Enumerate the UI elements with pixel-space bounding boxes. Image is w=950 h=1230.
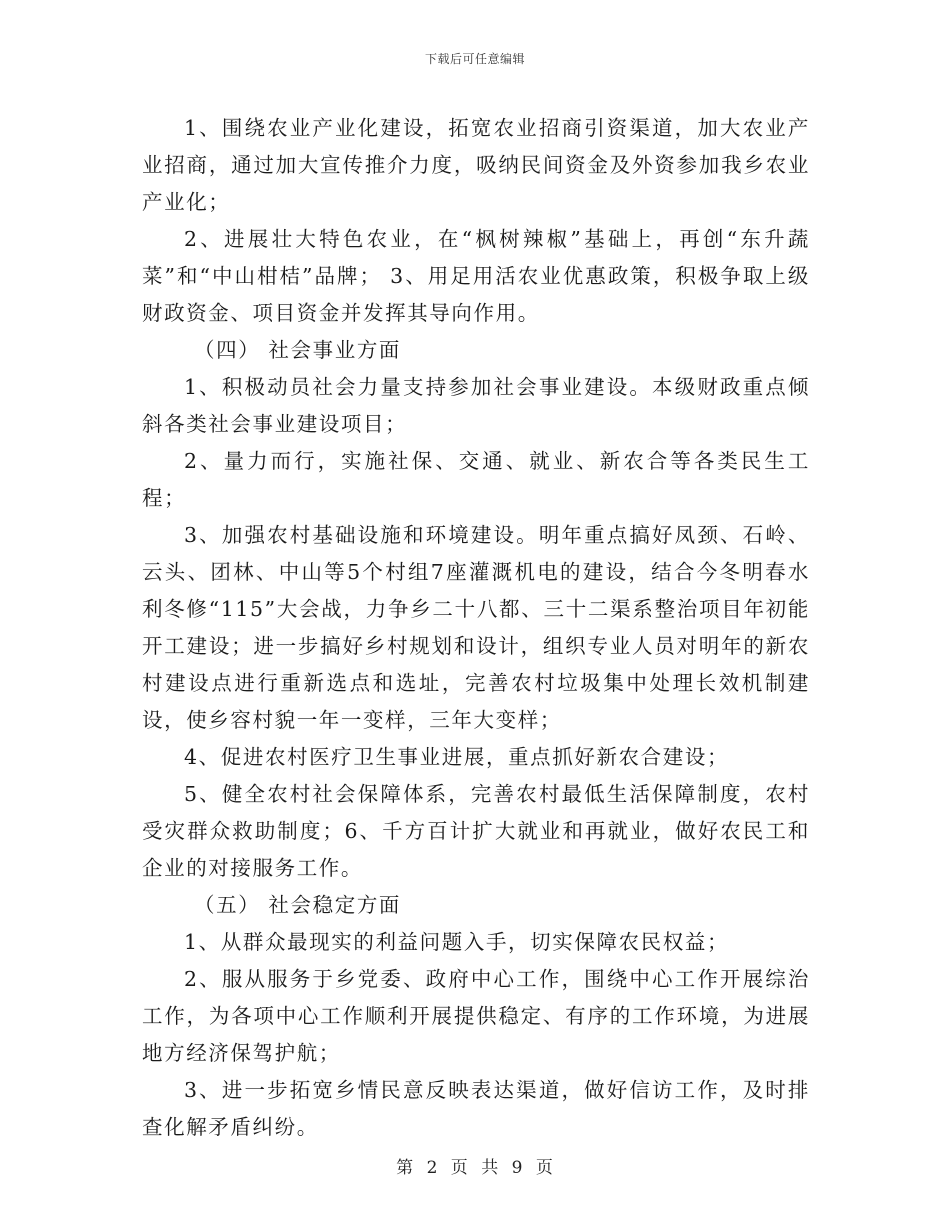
paragraph-rural-healthcare: 4、促进农村医疗卫生事业进展，重点抓好新农合建设； xyxy=(184,745,730,769)
section-heading-social-stability: （五） 社会稳定方面 xyxy=(194,893,402,917)
section-heading-social-affairs: （四） 社会事业方面 xyxy=(194,338,402,362)
paragraph-social-mobilization: 1、积极动员社会力量支持参加社会事业建设。本级财政重点倾斜各类社会事业建设项目； xyxy=(142,375,810,436)
paragraph-specialty-agriculture: 2、进展壮大特色农业，在“枫树辣椒”基础上，再创“东升蔬菜”和“中山柑桔”品牌； 3、用足用活农业优惠政策，积极争取上级财政资金、项目资金并发挥其导向作用。 xyxy=(142,227,810,325)
page-header-note: 下载后可任意编辑 xyxy=(424,52,525,66)
paragraph-petitions: 3、进一步拓宽乡情民意反映表达渠道，做好信访工作，及时排查化解矛盾纠纷。 xyxy=(142,1078,810,1139)
document-body xyxy=(142,110,810,1146)
paragraph-agri-investment: 1、围绕农业产业化建设，拓宽农业招商引资渠道，加大农业产业招商，通过加大宣传推介力度，吸纳民间资金及外资参加我乡农业产业化； xyxy=(142,116,810,214)
paragraph-livelihood-projects: 2、量力而行，实施社保、交通、就业、新农合等各类民生工程； xyxy=(142,449,810,510)
paragraph-central-work: 2、服从服务于乡党委、政府中心工作，围绕中心工作开展综治工作，为各项中心工作顺利开展提供稳定、有序的工作环境，为进展地方经济保驾护航； xyxy=(142,967,810,1065)
page-number-footer: 第 2 页 共 9 页 xyxy=(396,1158,554,1178)
paragraph-farmer-rights: 1、从群众最现实的利益问题入手，切实保障农民权益； xyxy=(184,930,730,954)
paragraph-rural-infrastructure: 3、加强农村基础设施和环境建设。明年重点搞好凤颈、石岭、云头、团林、中山等5个村组7座灌溉机电的建设，结合今冬明春水利冬修“115”大会战，力争乡二十八都、三十二渠系整治项目年初能开工建设；进一步搞好乡村规划和设计，组织专业人员对明年的新农村建设点进行重新选点和选址，完善农村垃圾集中处理长效机制建设，使乡容村貌一年一变样，三年大变样； xyxy=(142,523,810,732)
paragraph-social-security: 5、健全农村社会保障体系，完善农村最低生活保障制度，农村受灾群众救助制度；6、千方百计扩大就业和再就业，做好农民工和企业的对接服务工作。 xyxy=(142,782,810,880)
